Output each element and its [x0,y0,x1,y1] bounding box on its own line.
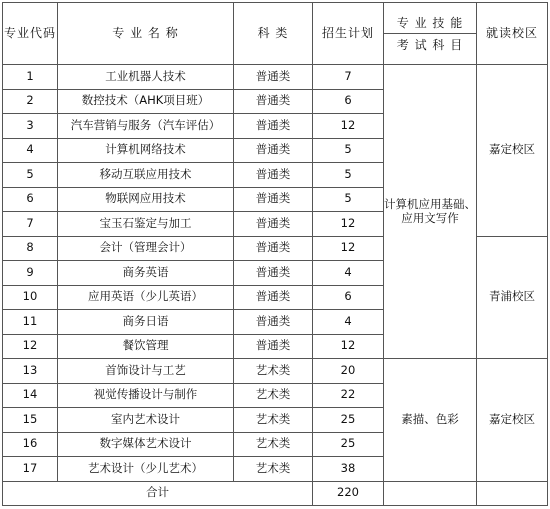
plan-cell: 6 [313,285,384,310]
category-cell: 艺术类 [234,383,313,408]
category-cell: 普通类 [234,138,313,163]
category-cell: 普通类 [234,163,313,188]
category-cell: 艺术类 [234,408,313,433]
plan-cell: 12 [313,114,384,139]
table-row [3,359,548,384]
campus-qingpu-cell: 青浦校区 [477,236,548,359]
total-empty-exam [384,481,477,506]
name-cell: 工业机器人技术 [58,65,234,90]
category-cell: 普通类 [234,236,313,261]
category-cell: 艺术类 [234,432,313,457]
name-cell: 商务日语 [58,310,234,335]
plan-cell: 12 [313,236,384,261]
name-cell: 商务英语 [58,261,234,286]
header-category: 科 类 [234,3,313,65]
code-cell: 10 [3,285,58,310]
category-cell: 艺术类 [234,359,313,384]
name-cell: 首饰设计与工艺 [58,359,234,384]
code-cell: 3 [3,114,58,139]
category-cell: 普通类 [234,334,313,359]
code-cell: 2 [3,89,58,114]
header-exam-line2: 考 试 科 目 [396,38,464,52]
category-cell: 普通类 [234,114,313,139]
plan-cell: 12 [313,212,384,237]
name-cell: 艺术设计（少儿艺术） [58,457,234,482]
table-row [3,65,548,90]
plan-cell: 6 [313,89,384,114]
name-cell: 数控技术（AHK项目班） [58,89,234,114]
category-cell: 普通类 [234,310,313,335]
campus-jiading-cell: 嘉定校区 [477,65,548,237]
total-empty-campus [477,481,548,506]
exam-general-cell: 计算机应用基础、应用文写作 [384,65,477,359]
name-cell: 会计（管理会计） [58,236,234,261]
header-campus: 就读校区 [477,3,548,65]
header-row [3,3,548,65]
code-cell: 1 [3,65,58,90]
plan-cell: 4 [313,261,384,286]
code-cell: 4 [3,138,58,163]
code-cell: 11 [3,310,58,335]
name-cell: 视觉传播设计与制作 [58,383,234,408]
enrollment-plan-table [2,2,548,506]
plan-cell: 25 [313,432,384,457]
category-cell: 普通类 [234,89,313,114]
name-cell: 应用英语（少儿英语） [58,285,234,310]
name-cell: 物联网应用技术 [58,187,234,212]
code-cell: 5 [3,163,58,188]
total-value: 220 [313,481,384,506]
code-cell: 17 [3,457,58,482]
plan-cell: 38 [313,457,384,482]
exam-art-cell: 素描、色彩 [384,359,477,482]
code-cell: 8 [3,236,58,261]
plan-cell: 7 [313,65,384,90]
name-cell: 数字媒体艺术设计 [58,432,234,457]
code-cell: 9 [3,261,58,286]
total-label: 合计 [3,481,313,506]
header-name: 专 业 名 称 [58,3,234,65]
plan-cell: 4 [313,310,384,335]
code-cell: 12 [3,334,58,359]
code-cell: 16 [3,432,58,457]
campus-jiading-art-cell: 嘉定校区 [477,359,548,482]
plan-cell: 25 [313,408,384,433]
plan-cell: 5 [313,138,384,163]
code-cell: 15 [3,408,58,433]
category-cell: 普通类 [234,212,313,237]
plan-cell: 5 [313,163,384,188]
category-cell: 普通类 [234,187,313,212]
plan-cell: 20 [313,359,384,384]
total-row [3,481,548,506]
name-cell: 计算机网络技术 [58,138,234,163]
name-cell: 餐饮管理 [58,334,234,359]
name-cell: 室内艺术设计 [58,408,234,433]
code-cell: 6 [3,187,58,212]
code-cell: 7 [3,212,58,237]
header-exam [384,3,477,65]
header-exam-line1: 专 业 技 能 [384,12,476,34]
category-cell: 普通类 [234,285,313,310]
name-cell: 宝玉石鉴定与加工 [58,212,234,237]
plan-cell: 12 [313,334,384,359]
category-cell: 普通类 [234,65,313,90]
code-cell: 14 [3,383,58,408]
header-code: 专业代码 [3,3,58,65]
name-cell: 移动互联应用技术 [58,163,234,188]
header-plan: 招生计划 [313,3,384,65]
category-cell: 普通类 [234,261,313,286]
category-cell: 艺术类 [234,457,313,482]
plan-cell: 22 [313,383,384,408]
plan-cell: 5 [313,187,384,212]
code-cell: 13 [3,359,58,384]
name-cell: 汽车营销与服务（汽车评估） [58,114,234,139]
